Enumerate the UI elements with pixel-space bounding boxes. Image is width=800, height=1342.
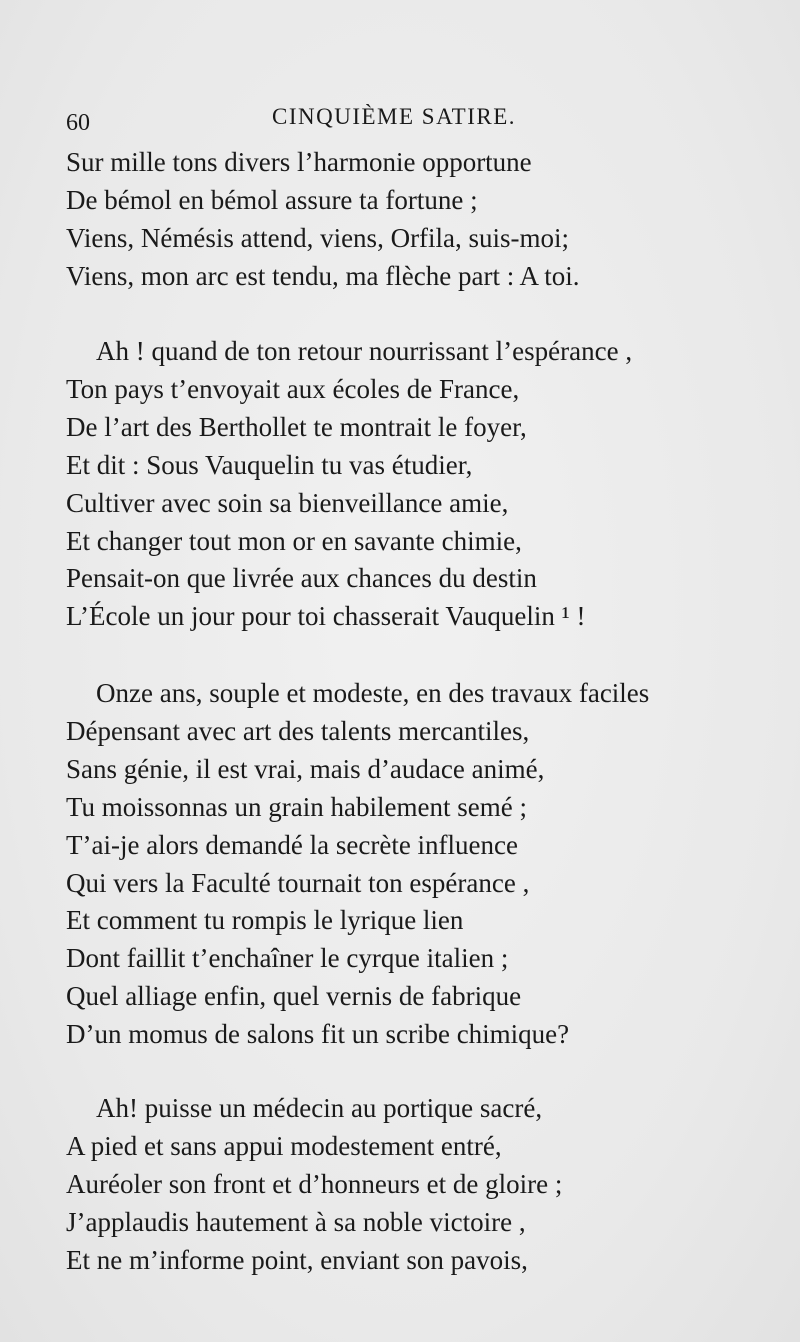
verse-line: Et ne m’informe point, enviant son pavois,: [66, 1244, 528, 1275]
verse-line: Ah! puisse un médecin au portique sacré,: [96, 1093, 543, 1123]
stanza-4: [66, 1090, 786, 1280]
verse-line: D’un momus de salons fit un scribe chimique?: [66, 1019, 570, 1050]
verse-line: Sans génie, il est vrai, mais d’audace animé,: [66, 753, 545, 784]
verse-line: Viens, mon arc est tendu, ma flèche part : A toi.: [66, 260, 580, 291]
stanza-1: [66, 144, 786, 296]
verse-line: De l’art des Berthollet te montrait le foyer,: [66, 411, 527, 442]
stanza-3: [66, 675, 786, 1054]
verse-line: Et dit : Sous Vauquelin tu vas étudier,: [66, 449, 473, 480]
verse-line: Dépensant avec art des talents mercantiles,: [66, 715, 530, 746]
verse-line: Pensait-on que livrée aux chances du destin: [66, 563, 537, 594]
verse-line: J’applaudis hautement à sa noble victoire ,: [66, 1206, 526, 1237]
verse-line: Qui vers la Faculté tournait ton espérance ,: [66, 867, 530, 898]
page-number: 60: [66, 110, 90, 136]
verse-line: Sur mille tons divers l’harmonie opportune: [66, 147, 532, 177]
verse-line: Cultiver avec soin sa bienveillance amie,: [66, 487, 509, 518]
verse-line: Ton pays t’envoyait aux écoles de France,: [66, 373, 520, 404]
verse-line: A pied et sans appui modestement entré,: [66, 1130, 502, 1161]
verse-line: De bémol en bémol assure ta fortune ;: [66, 184, 478, 215]
running-title: CINQUIÈME SATIRE.: [272, 104, 516, 129]
verse-line: L’École un jour pour toi chasserait Vauquelin ¹ !: [66, 601, 586, 632]
stanza-2: [66, 333, 786, 636]
verse-line: T’ai-je alors demandé la secrète influence: [66, 829, 518, 860]
verse-line: Auréoler son front et d’honneurs et de gloire ;: [66, 1168, 563, 1199]
verse-line: Quel alliage enfin, quel vernis de fabrique: [66, 981, 522, 1012]
verse-line: Onze ans, souple et modeste, en des travaux faciles: [96, 678, 650, 708]
verse-line: Ah ! quand de ton retour nourrissant l’espérance ,: [96, 336, 633, 366]
verse-line: Et changer tout mon or en savante chimie,: [66, 525, 522, 556]
verse-line: Et comment tu rompis le lyrique lien: [66, 905, 464, 936]
page-header: [66, 104, 646, 134]
verse-line: Tu moissonnas un grain habilement semé ;: [66, 791, 527, 822]
verse-line: Dont faillit t’enchaîner le cyrque italien ;: [66, 943, 509, 974]
verse-line: Viens, Némésis attend, viens, Orfila, suis-moi;: [66, 222, 570, 253]
